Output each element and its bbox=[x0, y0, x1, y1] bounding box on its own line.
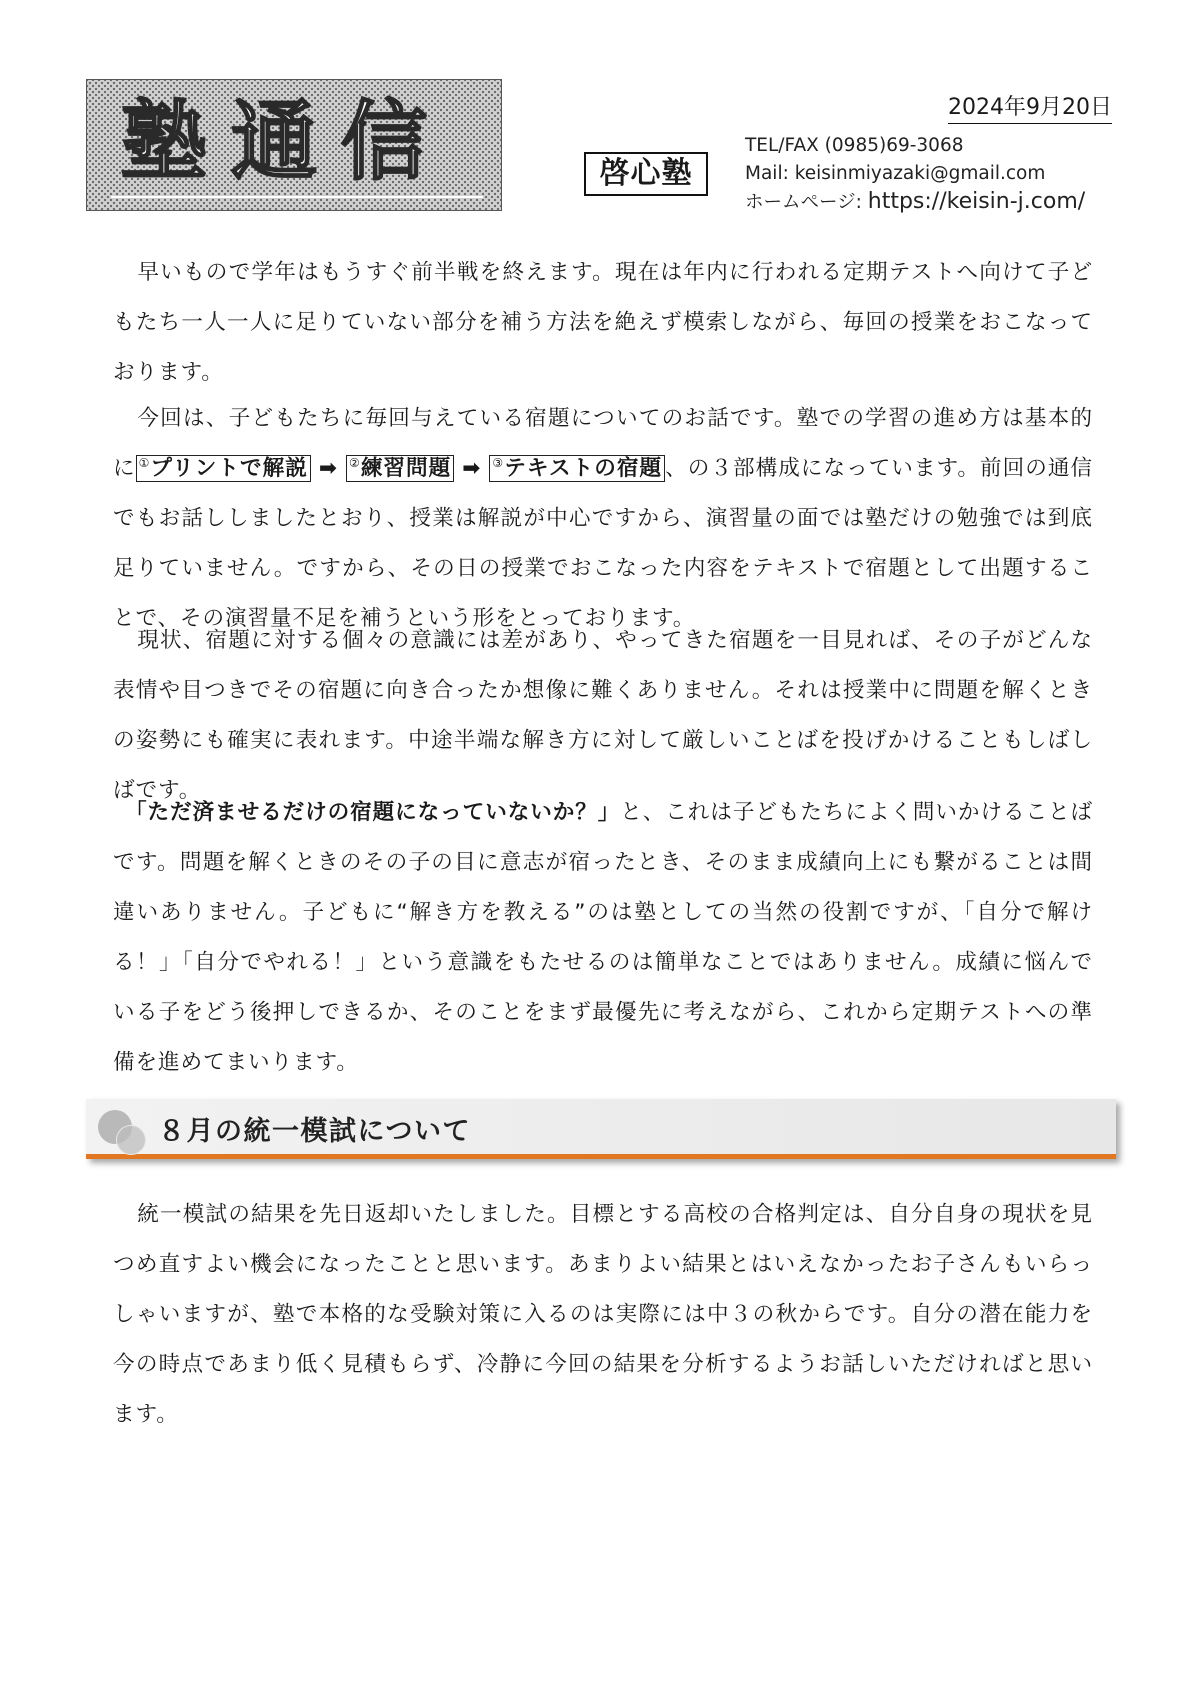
paragraph-intro bbox=[113, 248, 1093, 398]
step-practice-problems: ②練習問題 bbox=[346, 455, 454, 482]
homepage-url: https://keisin-j.com/ bbox=[867, 189, 1086, 214]
section-title: ８月の統一模試について bbox=[158, 1116, 471, 1147]
section-header-mock-exam bbox=[86, 1099, 1116, 1159]
step-textbook-homework: ③テキストの宿題 bbox=[489, 455, 665, 482]
paragraph-text: と、これは子どもたちによく問いかけることばです。問題を解くときのその子の目に意志が宿ったとき、そのまま成績向上にも繋がることは間違いありません。子どもに“解き方を教える”のは塾としての当然の役割ですが、「自分で解ける！」「自分でやれる！」という意識をもたせるのは簡単なことではありません。成績に悩んでいる子をどう後押しできるか、そのことをまず最優先に考えながら、これから定期テストへの準備を進めてまいります。 bbox=[113, 800, 1093, 1075]
paragraph-text: 、の３部構成になっています。前回の通信でもお話ししましたとおり、授業は解説が中心ですから、演習量の面では塾だけの勉強では到底足りていません。ですから、その日の授業でおこなった内容をテキストで宿題として出題することで、その演習量不足を補うという形をとっております。 bbox=[113, 456, 1094, 631]
tel-fax: TEL/FAX (0985)69-3068 bbox=[745, 135, 964, 156]
issue-date: 2024年9月20日 bbox=[948, 90, 1112, 124]
masthead-banner bbox=[86, 79, 502, 211]
paragraph-homework-attitude bbox=[113, 616, 1093, 816]
highlight-question: 「ただ済ませるだけの宿題になっていないか？」 bbox=[125, 800, 621, 825]
homepage-row bbox=[745, 188, 1085, 217]
homepage-label: ホームページ: bbox=[745, 192, 868, 213]
step-print-explanation: ①プリントで解説 bbox=[136, 455, 311, 482]
paragraph-text: 今回は、子どもたちに毎回与えている宿題についてのお話です。塾での学習の進め方は基本的に bbox=[113, 406, 1093, 481]
masthead-underline bbox=[111, 196, 483, 198]
masthead-title: 塾通信 bbox=[121, 92, 451, 192]
paragraph-text: 統一模試の結果を先日返却いたしました。目標とする高校の合格判定は、自分自身の現状を見つめ直すよい機会になったことと思います。あまりよい結果とはいえなかったお子さんもいらっしゃいますが、塾で本格的な受験対策に入るのは実際には中３の秋からです。自分の潜在能力を今の時点であまり低く見積もらず、冷静に今回の結果を分析するようお話しいただければと思います。 bbox=[113, 1202, 1093, 1427]
mail-address: Mail: keisinmiyazaki@gmail.com bbox=[745, 163, 1046, 184]
school-name-stamp: 啓心塾 bbox=[584, 152, 708, 196]
paragraph-text: 現状、宿題に対する個々の意識には差があり、やってきた宿題を一目見れば、その子がどんな表情や目つきでその宿題に向き合ったか想像に難くありません。それは授業中に問題を解くときの姿勢にも確実に表れます。中途半端な解き方に対して厳しいことばを投げかけることもしばしばです。 bbox=[113, 628, 1093, 803]
contact-info bbox=[745, 132, 1085, 217]
right-arrow-icon: ➡ bbox=[318, 456, 338, 481]
circle-decoration-icon bbox=[116, 1125, 146, 1155]
paragraph-mock-exam bbox=[113, 1190, 1093, 1440]
paragraph-homework-structure bbox=[113, 394, 1093, 644]
paragraph-text: 早いもので学年はもうすぐ前半戦を終えます。現在は年内に行われる定期テストへ向けて子どもたち一人一人に足りていない部分を補う方法を絶えず模索しながら、毎回の授業をおこなっております。 bbox=[113, 260, 1093, 385]
paragraph-motivation bbox=[113, 788, 1093, 1088]
right-arrow-icon: ➡ bbox=[462, 456, 482, 481]
